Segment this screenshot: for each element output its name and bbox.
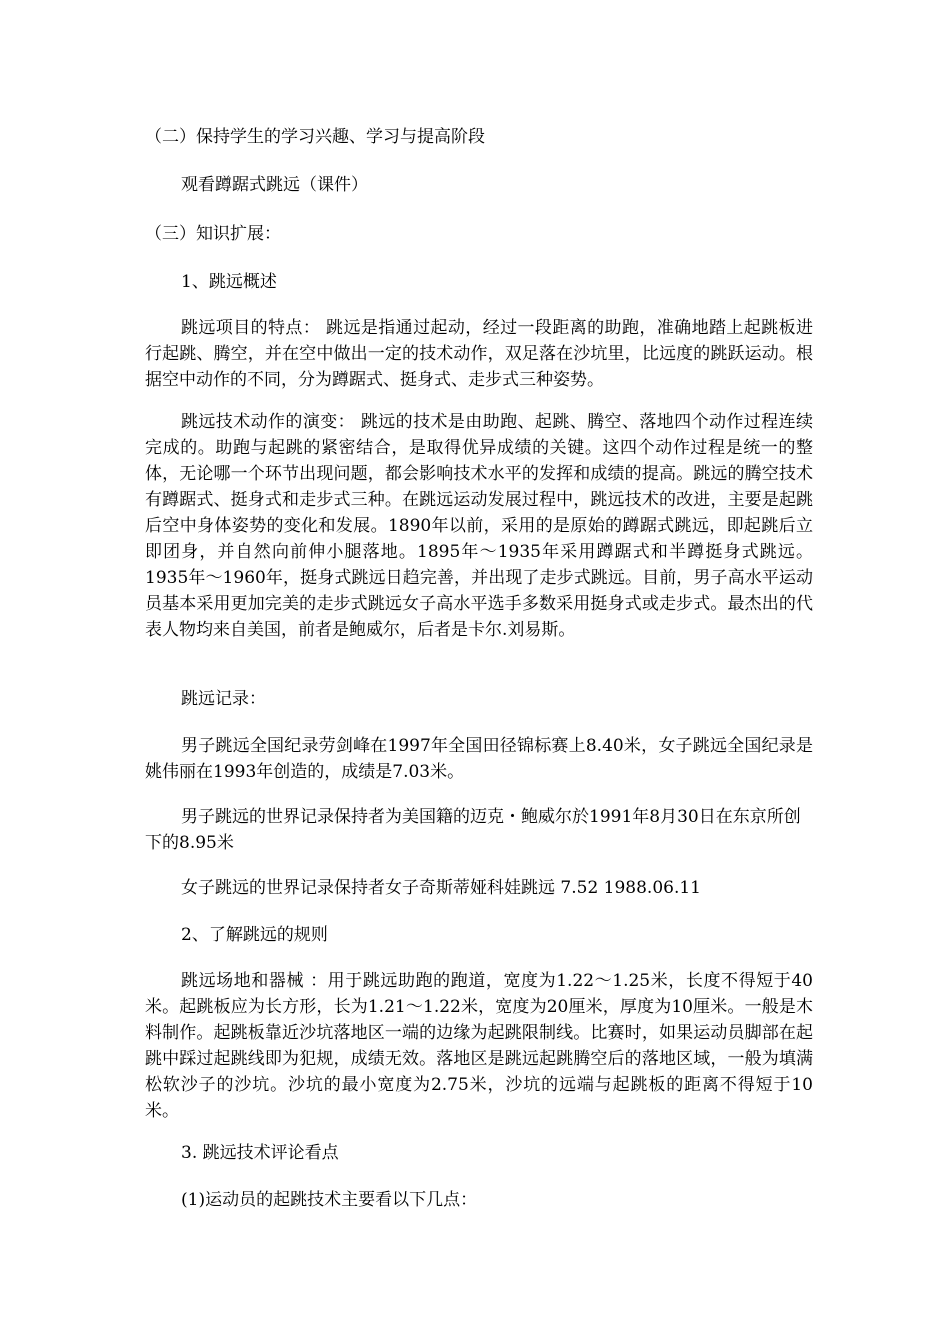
- section-3-heading: 3. 跳远技术评论看点: [181, 1143, 339, 1163]
- women-world-record-paragraph: 女子跳远的世界记录保持者女子奇斯蒂娅科娃跳远 7.52 1988.06.11: [181, 878, 701, 898]
- knowledge-expansion-heading: （三）知识扩展：: [145, 224, 281, 244]
- section-2-heading: 2、了解跳远的规则: [181, 925, 328, 945]
- section-1-heading: 1、跳远概述: [181, 272, 277, 292]
- stage-two-heading: （二）保持学生的学习兴趣、学习与提高阶段: [145, 127, 485, 147]
- features-paragraph: 跳远项目的特点： 跳远是指通过起动，经过一段距离的助跑，准确地踏上起跳板进行起跳、腾空，并在空中做出一定的技术动作，双足落在沙坑里，比远度的跳跃运动。根据空中动作的不同，分为蹲踞式、挺身式、走步式三种姿势。: [145, 318, 813, 390]
- evolution-paragraph: 跳远技术动作的演变： 跳远的技术是由助跑、起跳、腾空、落地四个动作过程连续完成的。助跑与起跳的紧密结合，是取得优异成绩的关键。这四个动作过程是统一的整体，无论哪一个环节出现问题，都会影响技术水平的发挥和成绩的提高。跳远的腾空技术有蹲踞式、挺身式和走步式三种。在跳远运动发展过程中，跳远技术的改进，主要是起跳后空中身体姿势的变化和发展。1890年以前，采用的是原始的蹲踞式跳远，即起跳后立即团身，并自然向前伸小腿落地。1895年～1935年采用蹲踞式和半蹲挺身式跳远。1935年～1960年，挺身式跳远日趋完善，并出现了走步式跳远。目前，男子高水平运动员基本采用更加完美的走步式跳远女子高水平选手多数采用挺身式或走步式。最杰出的代表人物均来自美国，前者是鲍威尔，后者是卡尔.刘易斯。: [145, 412, 813, 640]
- national-records-paragraph: 男子跳远全国纪录劳剑峰在1997年全国田径锦标赛上8.40米，女子跳远全国纪录是姚伟丽在1993年创造的，成绩是7.03米。: [145, 736, 813, 782]
- men-world-record-paragraph: 男子跳远的世界记录保持者为美国籍的迈克・鲍威尔於1991年8月30日在东京所创下的8.95米: [145, 807, 801, 853]
- watch-courseware-line: 观看蹲踞式跳远（课件）: [181, 175, 368, 195]
- takeoff-points-line: (1)运动员的起跳技术主要看以下几点：: [181, 1190, 478, 1210]
- records-heading: 跳远记录：: [181, 689, 266, 709]
- venue-equipment-paragraph: 跳远场地和器械 ：用于跳远助跑的跑道，宽度为1.22～1.25米，长度不得短于40米。起跳板应为长方形，长为1.21～1.22米，宽度为20厘米，厚度为10厘米。一般是木料制作。起跳板靠近沙坑落地区一端的边缘为起跳限制线。比赛时，如果运动员脚部在起跳中踩过起跳线即为犯规，成绩无效。落地区是跳远起跳腾空后的落地区域，一般为填满松软沙子的沙坑。沙坑的最小宽度为2.75米，沙坑的远端与起跳板的距离不得短于10米。: [145, 971, 813, 1121]
